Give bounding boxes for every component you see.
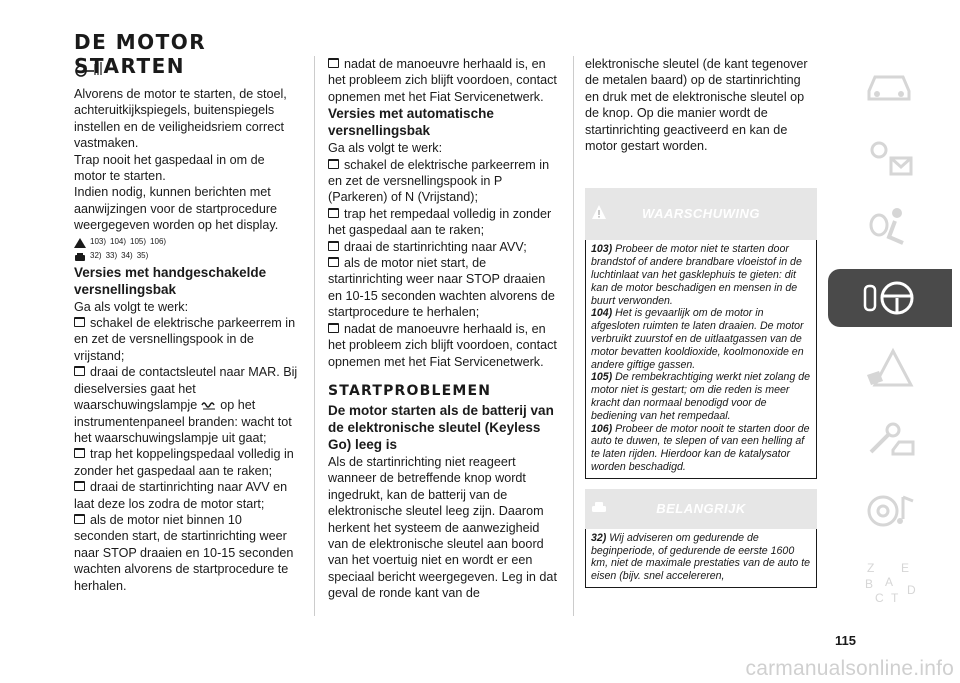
index-letter: A xyxy=(885,575,894,589)
ref-32[interactable]: 32) xyxy=(90,250,102,260)
list-item: schakel de elektrische parkeerrem in en zet de versnellingspook in P (Parkeren) of N (Vrijstand); xyxy=(328,157,550,205)
section-heading: Versies met automatische versnellingsbak xyxy=(328,106,494,139)
important-references xyxy=(74,250,300,262)
bullet-icon xyxy=(328,241,339,251)
ref-34[interactable]: 34) xyxy=(121,250,133,260)
warning-box-header xyxy=(585,188,817,240)
sidebar-tab-emergency[interactable] xyxy=(828,340,952,398)
warning-item: 104) Het is gevaarlijk om de motor in afgesloten ruimten te laten draaien. De motor verbruikt zuurstof en de uitlaatgassen van de motor bevatten kooldioxide, koolmonoxide en andere giftige gassen. xyxy=(591,307,804,371)
media-icon xyxy=(859,487,921,535)
index-letter: Z xyxy=(867,561,875,575)
column-divider xyxy=(314,56,315,616)
ref-33[interactable]: 33) xyxy=(105,250,118,260)
wrench-car-icon xyxy=(859,416,921,464)
list-item: schakel de elektrische parkeerrem in en zet de versnellingspook in de vrijstand; xyxy=(74,316,296,363)
important-item: 32) Wij adviseren om gedurende de beginperiode, of gedurende de eerste 1600 km, niet de maximale prestaties van de auto te eisen (bijv. snel accelereren, xyxy=(591,531,811,583)
list-item: draai de startinrichting naar AVV en laat deze los zodra de motor start; xyxy=(74,480,288,511)
list-item: trap het rempedaal volledig in zonder het gaspedaal aan te raken; xyxy=(328,206,552,238)
watermark: carmanualsonline.info xyxy=(745,657,954,680)
sidebar-tab-maintenance[interactable] xyxy=(828,411,952,469)
car-note-icon xyxy=(74,252,86,262)
ref-35[interactable]: 35) xyxy=(136,250,149,260)
sidebar-tab-safety[interactable] xyxy=(828,198,952,256)
subsection-heading: De motor starten als de batterij van de elektronische sleutel (Keyless Go) leeg is xyxy=(328,402,554,452)
index-letters-icon xyxy=(859,558,921,606)
warning-triangle-icon xyxy=(859,345,921,393)
warning-item: 103) Probeer de motor niet te starten door brandstof of andere brandbare vloeistof in de luchtinlaat van het gasklephuis te gieten: dit kan de motor beschadigen en mensen in de buurt verwonden. xyxy=(591,243,802,307)
sidebar-tab-starting[interactable] xyxy=(828,269,952,327)
list-item: als de motor niet start, de startinrichting weer naar STOP draaien en 10-15 seconden wachten alvorens de startprocedure te herhalen; xyxy=(328,256,555,320)
index-letter: C xyxy=(875,591,884,605)
lights-mail-icon xyxy=(859,132,921,180)
bullet-icon xyxy=(328,58,339,68)
sidebar-tab-car[interactable] xyxy=(828,56,952,114)
warning-item: 106) Probeer de motor nooit te starten door de auto te duwen, te slepen of van een helling af te laten rijden. Hierdoor kan de katalysator worden beschadigd. xyxy=(591,422,810,473)
bullet-icon xyxy=(328,208,339,218)
column-1 xyxy=(74,56,300,594)
ref-103[interactable]: 103) xyxy=(90,236,107,246)
warning-triangle-icon xyxy=(74,238,86,248)
chapter-sidebar xyxy=(828,56,952,624)
index-letter: E xyxy=(901,561,910,575)
index-letter: D xyxy=(907,583,916,597)
sidebar-tab-index[interactable] xyxy=(828,553,952,611)
bullet-icon xyxy=(328,159,339,169)
list-item: draai de startinrichting naar AVV; xyxy=(328,239,560,255)
lead-text: Ga als volgt te werk: xyxy=(328,141,443,156)
paragraph: Indien nodig, kunnen berichten met aanwijzingen voor de startprocedure weergegeven worden op het display. xyxy=(74,185,279,233)
car-note-icon xyxy=(591,499,607,515)
important-box xyxy=(585,529,817,588)
index-letter: B xyxy=(865,577,874,591)
list-item: draai de contactsleutel naar MAR. Bij dieselversies gaat het waarschuwingslampje op het instrumentenpaneel branden: wacht tot het waarschuwingslampje uit gaat; xyxy=(74,365,298,445)
car-icon xyxy=(859,61,921,109)
key-steering-wheel-icon xyxy=(859,274,921,322)
page-number: 115 xyxy=(835,633,856,648)
body-text: Als de startinrichting niet reageert wanneer de betreffende knop wordt ingedrukt, kan de batterij van de elektronische sleutel leeg zijn. Daarom herkent het systeem de aanwezigheid van de elektronische sleutel aan boord van het voertuig niet en wordt er een speciaal bericht weergegeven. Leg in dat geval de ronde kant van de xyxy=(328,454,557,601)
warning-item: 105) De rembekrachtiging werkt niet zolang de motor niet is gestart; om die reden is meer kracht dan normaal benodigd voor de bediening van het rempedaal. xyxy=(591,371,811,422)
key-start-icon xyxy=(74,60,300,80)
warning-title: WAARSCHUWING xyxy=(642,206,760,222)
column-divider xyxy=(573,56,574,616)
section-heading: Versies met handgeschakelde versnellingsbak xyxy=(74,264,267,297)
lead-text: Ga als volgt te werk: xyxy=(74,299,189,314)
column-2 xyxy=(328,56,560,602)
bullet-icon xyxy=(74,448,85,458)
sidebar-tab-lights[interactable] xyxy=(828,127,952,185)
ref-104[interactable]: 104) xyxy=(110,236,127,246)
bullet-icon xyxy=(328,257,339,267)
bullet-icon xyxy=(74,317,85,327)
important-title: BELANGRIJK xyxy=(656,500,746,516)
bullet-icon xyxy=(328,323,339,333)
important-box-header xyxy=(585,489,817,529)
glow-plug-icon xyxy=(201,400,217,410)
ref-105[interactable]: 105) xyxy=(130,236,147,246)
warning-triangle-icon xyxy=(591,204,607,220)
intro-text: Alvorens de motor te starten, de stoel, achteruitkijkspiegels, buitenspiegels instellen en de veiligheidsriem correct vastmaken. xyxy=(74,87,287,151)
list-item: als de motor niet binnen 10 seconden start, de startinrichting weer naar STOP draaien en 10-15 seconden wachten alvorens de startprocedure te herhalen. xyxy=(74,512,294,593)
warning-box xyxy=(585,240,817,478)
body-text: elektronische sleutel (de kant tegenover de metalen baard) op de startinrichting en druk met de elektronische sleutel op de knop. Op die manier wordt de startinrichting geactiveerd en kan de motor gestart worden. xyxy=(585,57,808,154)
airbag-person-icon xyxy=(859,203,921,251)
section-title: STARTPROBLEMEN xyxy=(328,382,492,399)
list-item: nadat de manoeuvre herhaald is, en het probleem zich blijft voordoen, contact opnemen met het Fiat Servicenetwerk. xyxy=(328,321,557,369)
list-item: trap het koppelingspedaal volledig in zonder het gaspedaal aan te raken; xyxy=(74,447,294,478)
bullet-icon xyxy=(74,366,85,376)
index-letter: T xyxy=(891,591,899,605)
paragraph: Trap nooit het gaspedaal in om de motor te starten. xyxy=(74,152,265,184)
warning-references xyxy=(74,236,300,248)
ref-106[interactable]: 106) xyxy=(150,236,167,246)
bullet-icon xyxy=(74,514,85,524)
column-3 xyxy=(585,56,817,588)
bullet-icon xyxy=(74,481,85,491)
sidebar-tab-multimedia[interactable] xyxy=(828,482,952,540)
page-title: DE MOTOR STARTEN xyxy=(74,30,207,78)
list-item: nadat de manoeuvre herhaald is, en het probleem zich blijft voordoen, contact opnemen met het Fiat Servicenetwerk. xyxy=(328,57,557,104)
